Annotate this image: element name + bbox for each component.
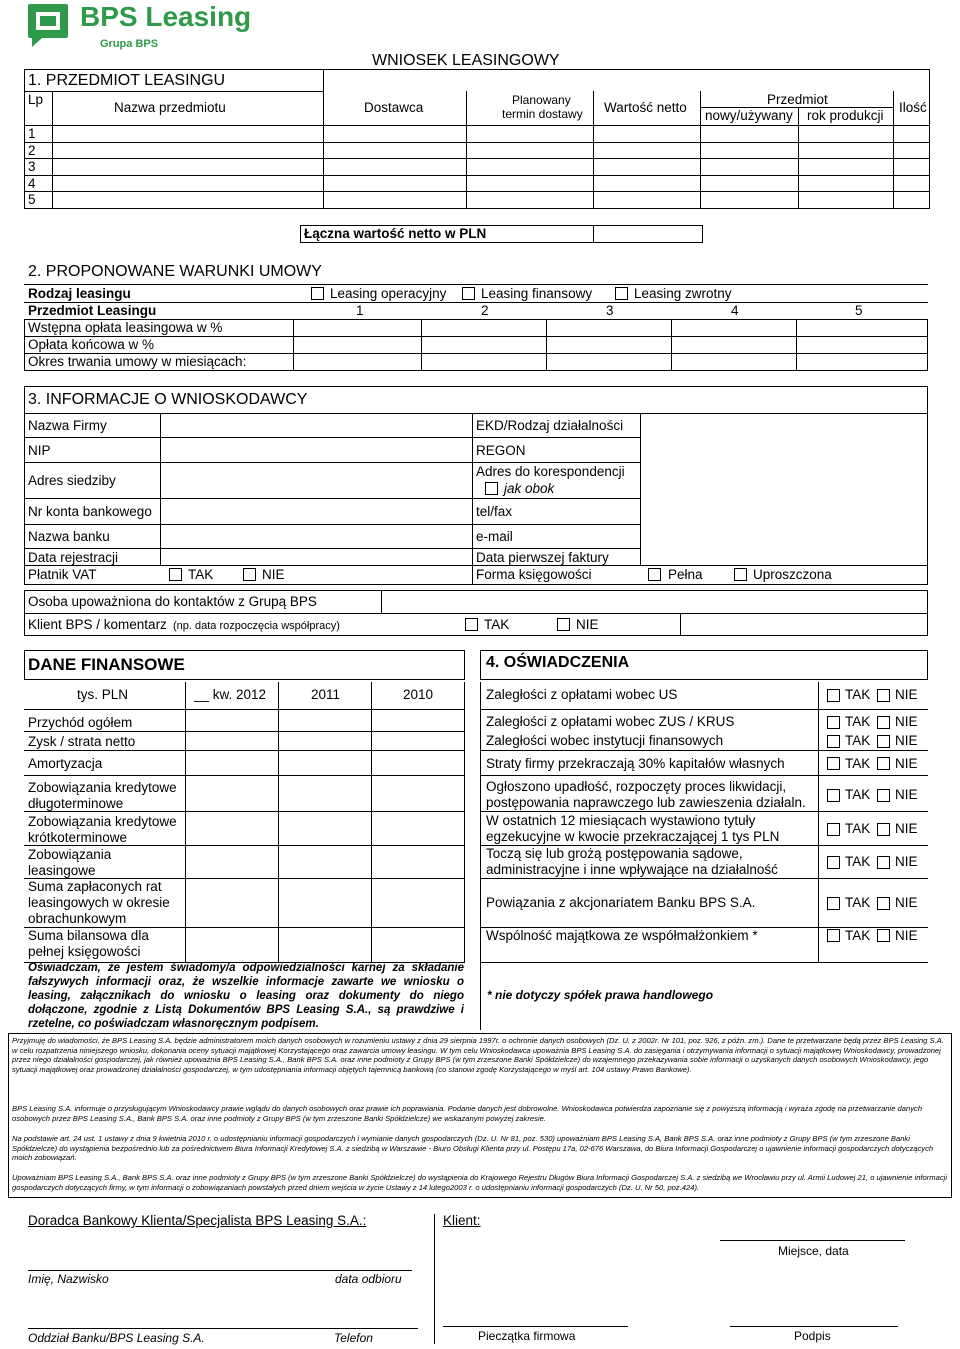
us-yes-checkbox[interactable] [827, 689, 840, 702]
contract-period-label: Okres trwania umowy w miesiącach: [28, 354, 247, 369]
bankruptcy-yes-checkbox[interactable] [827, 789, 840, 802]
lease-return-label: Leasing zwrotny [634, 286, 732, 301]
statement-financial-label: Zaległości wobec instytucji finansowych [486, 733, 724, 748]
brand-name: BPS Leasing [80, 1, 252, 32]
statement-zus-label: Zaległości z opłatami wobec ZUS / KRUS [486, 714, 735, 729]
phone-label: Telefon [334, 1331, 373, 1345]
statement-bankruptcy-label-2: postępowania naprawczego lub zawieszenia działaln. [486, 795, 806, 810]
legal-paragraph-2: BPS Leasing S.A. informuje o przysługującym Wnioskodawcy prawie wglądu do danych osobowych oraz prawie ich poprawiania. Podanie danych jest dobrowolne. Wnioskodawca potwierdza zapoznanie się z powyższą informacją i wyraża zgodę na przetwarzanie danych osobowych przez BPS Leasing S.A., Bank BPS S.A. oraz inne podmioty z Grupy BPS (w tym zrzeszone Banki Spółdzielcze) we wskazanym powyżej zakresie. [12, 1104, 923, 1123]
financial-no-checkbox[interactable] [877, 735, 890, 748]
court-yes-checkbox[interactable] [827, 856, 840, 869]
col-year: rok produkcji [807, 108, 884, 123]
client-no-checkbox[interactable] [557, 618, 570, 631]
lease-operating-label: Leasing operacyjny [330, 286, 447, 301]
row-number: 1 [28, 126, 36, 141]
object-col: 3 [606, 303, 614, 318]
object-col: 2 [481, 303, 489, 318]
shareholding-no-label: NIE [895, 895, 918, 910]
bankruptcy-yes-label: TAK [845, 787, 871, 802]
ekd-label: EKD/Rodzaj działalności [476, 418, 624, 433]
col-qty: Ilość [899, 100, 927, 115]
zus-no-label: NIE [895, 714, 918, 729]
losses-yes-label: TAK [845, 756, 871, 771]
lease-operating-checkbox[interactable] [311, 287, 324, 300]
section-3-title: 3. INFORMACJE O WNIOSKODAWCY [28, 391, 308, 408]
branch-label: Oddział Banku/BPS Leasing S.A. [28, 1331, 205, 1345]
as-above-label: jak obok [504, 481, 555, 496]
client-label: Klient: [443, 1213, 481, 1228]
accounting-simple-label: Uproszczona [753, 567, 832, 582]
object-col: 1 [356, 303, 364, 318]
initial-fee-label: Wstępna opłata leasingowa w % [28, 320, 223, 335]
statement-enforcement-label-2: egzekucyjne w kwocie przekraczającej 1 tys PLN [486, 829, 780, 844]
final-fee-label: Opłata końcowa w % [28, 337, 155, 352]
section-1-table [24, 69, 930, 209]
name-label: Imię, Nazwisko [28, 1272, 109, 1286]
registration-date-label: Data rejestracji [28, 550, 119, 565]
row-number: 3 [28, 159, 36, 174]
financial-title: DANE FINANSOWE [28, 655, 185, 674]
financial-yes-checkbox[interactable] [827, 735, 840, 748]
company-name-label: Nazwa Firmy [28, 418, 107, 433]
client-yes-checkbox[interactable] [465, 618, 478, 631]
quarter-2012-label: __ kw. 2012 [194, 687, 267, 702]
advisor-label: Doradca Bankowy Klienta/Specjalista BPS Leasing S.A.: [28, 1213, 367, 1228]
collect-date-label: data odbioru [335, 1272, 402, 1286]
lease-financial-label: Leasing finansowy [481, 286, 593, 301]
accounting-full-checkbox[interactable] [648, 568, 661, 581]
client-no-label: NIE [576, 617, 599, 632]
phone-fax-label: tel/fax [476, 504, 513, 519]
losses-no-checkbox[interactable] [877, 757, 890, 770]
client-bps-label: Klient BPS / komentarz [28, 617, 167, 632]
legal-paragraph-1: Przyjmuję do wiadomości, że BPS Leasing S.A. będzie administratorem moich danych osobowych w rozumieniu ustawy z dnia 29 sierpnia 1997r. o ochronie danych osobowych (Dz. U. z 2002r. Nr 101, poz. 926, z późn. zm.). Dane te przetwarzane będą przez BPS Leasing S.A. w celu rozpatrzenia niniejszego wniosku, dokonania oceny sytuacji majątkowej Korzystającego oraz zawarcia umowy leasingu. W tym celu Wnioskodawca upoważnia BPS Leasing S.A. do zasięgania i otrzymywania informacji o sytuacji majątkowej Wnioskodawcy, prowadzonej przez niego działalności gospodarczej, jak również upoważnia BPS Leasing S.A., Bank BPS S.A. oraz inne podmioty z Grupy BPS (w tym zrzeszone Banki Spółdzielcze) do wzajemnego przekazywania sobie informacji o uzyskanych danych osobowych Wnioskodawcy, jego sytuacji majątkowej oraz prowadzonej działalności gospodarczej, w tym udostępniania informacji objętych tajemnicą bankową (co stanowi zgodę Korzystającego w myśl art. 104 ustawy Prawo Bankowe). [12, 1036, 944, 1074]
us-yes-label: TAK [845, 687, 871, 702]
lease-type-label: Rodzaj leasingu [28, 286, 131, 301]
object-col: 5 [855, 303, 863, 318]
correspondence-address-label: Adres do korespondencji [476, 464, 625, 479]
zus-no-checkbox[interactable] [877, 716, 890, 729]
leasing-liabilities-label-2: leasingowe [28, 863, 96, 878]
nip-label: NIP [28, 443, 51, 458]
lease-return-checkbox[interactable] [615, 287, 628, 300]
email-label: e-mail [476, 529, 513, 544]
statement-court-label-1: Toczą się lub grożą postępowania sądowe, [486, 846, 743, 861]
vat-yes-checkbox[interactable] [169, 568, 182, 581]
col-date-2: termin dostawy [502, 107, 583, 121]
col-state: nowy/używany [705, 108, 793, 123]
depreciation-label: Amortyzacja [28, 756, 103, 771]
leasing-liabilities-label-1: Zobowiązania [28, 847, 112, 862]
as-above-checkbox[interactable] [485, 482, 498, 495]
total-value-label: Łączna wartość netto w PLN [304, 226, 487, 241]
declaration-text: Oświadczam, że jestem świadomy/a odpowiedzialności karnej za składanie fałszywych informacji oraz, że wszelkie informacje zawarte we wniosku o leasing, załącznikach do wniosku o leasing oraz dokumenty do niego dołączone, zgodnie z Listą Dokumentów BPS Leasing S.A., są prawdziwe i rzetelne, co poświadczam własnoręcznym podpisem. [28, 962, 464, 1030]
short-term-credit-label-2: krótkoterminowe [28, 830, 128, 845]
enforcement-yes-checkbox[interactable] [827, 823, 840, 836]
col-supplier: Dostawca [364, 100, 424, 115]
shareholding-yes-checkbox[interactable] [827, 897, 840, 910]
year-2010-label: 2010 [403, 687, 434, 702]
col-value: Wartość netto [604, 100, 687, 115]
stamp-label: Pieczątka firmowa [478, 1329, 576, 1343]
joint-property-no-checkbox[interactable] [877, 929, 890, 942]
object-col: 4 [731, 303, 739, 318]
court-no-label: NIE [895, 854, 918, 869]
client-yes-label: TAK [484, 617, 510, 632]
bankruptcy-no-label: NIE [895, 787, 918, 802]
us-no-label: NIE [895, 687, 918, 702]
enforcement-no-label: NIE [895, 821, 918, 836]
brand-sub: Grupa BPS [100, 38, 159, 50]
address-label: Adres siedziby [28, 473, 116, 488]
place-date-label: Miejsce, data [778, 1244, 849, 1258]
enforcement-no-checkbox[interactable] [877, 823, 890, 836]
footnote: * nie dotyczy spółek prawa handlowego [487, 988, 714, 1002]
accounting-simple-checkbox[interactable] [734, 568, 747, 581]
vat-payer-label: Płatnik VAT [28, 567, 97, 582]
court-no-checkbox[interactable] [877, 856, 890, 869]
signature-label: Podpis [794, 1329, 831, 1343]
row-number: 4 [28, 176, 36, 191]
financial-no-label: NIE [895, 733, 918, 748]
bankruptcy-no-checkbox[interactable] [877, 789, 890, 802]
statement-losses-label: Straty firmy przekraczają 30% kapitałów własnych [486, 756, 785, 771]
financial-yes-label: TAK [845, 733, 871, 748]
paid-installments-label-3: obrachunkowym [28, 911, 127, 926]
regon-label: REGON [476, 443, 526, 458]
revenue-label: Przychód ogółem [28, 715, 133, 730]
long-term-credit-label-1: Zobowiązania kredytowe [28, 780, 177, 795]
logo-icon [26, 2, 70, 48]
accounting-full-label: Pełna [668, 567, 703, 582]
us-no-checkbox[interactable] [877, 689, 890, 702]
section-2-title: 2. PROPONOWANE WARUNKI UMOWY [28, 263, 322, 280]
statements-title: 4. OŚWIADCZENIA [486, 654, 630, 671]
balance-sum-label-1: Suma bilansowa dla [28, 928, 149, 943]
statement-joint-property-label: Wspólność majątkowa ze współmałżonkiem * [486, 928, 758, 943]
paid-installments-label-1: Suma zapłaconych rat [28, 879, 162, 894]
col-lp: Lp [28, 92, 44, 107]
row-number: 5 [28, 192, 36, 207]
statement-shareholding-label: Powiązania z akcjonariatem Banku BPS S.A. [486, 895, 756, 910]
legal-paragraph-3: Na podstawie art. 24 ust. 1 ustawy z dnia 9 kwietnia 2010 r. o udostępnianiu informacji gospodarczych i wymianie danych gospodarczych (Dz. U. Nr 81, poz. 530) upoważniam BPS Leasing S.A, Bank BPS S.A. oraz inne podmioty z Grupy BPS (w tym zrzeszone Banki Spółdzielcze) do wystąpienia bezpośrednio lub za pośrednictwem Biura Informacji Kredytowej S.A. z siedzibą w Warszawie - Biuro Obsługi Klienta przy ul. Postępu 17a, 02-676 Warszawa, do Biura Informacji Gospodarczej o ujawnienie informacji gospodarczych dotyczących moich zobowiązań. [12, 1134, 934, 1163]
first-invoice-date-label: Data pierwszej faktury [476, 550, 609, 565]
joint-property-yes-checkbox[interactable] [827, 929, 840, 942]
legal-paragraph-4: Upoważniam BPS Leasing S.A., Bank BPS S.A. oraz inne podmioty z Grupy BPS (w tym zrzeszone Banki Spółdzielcze) do wystąpienia do Krajowego Rejestru Długów Biura Informacji Gospodarczej S.A. z siedzibą we Wrocławiu przy ul. Armii Ludowej 21, o ujawnienie informacji gospodarczych dotyczących firmy, w tym informacji o zobowiązaniach powstałych przed dniem wejścia w życie Ustawy z 14 lutego2003 r. o udostępnianiu informacji gospodarczych (Dz. U. Nr 50, poz.424). [12, 1173, 948, 1192]
unit-label: tys. PLN [77, 687, 129, 702]
enforcement-yes-label: TAK [845, 821, 871, 836]
accounting-form-label: Forma księgowości [476, 567, 592, 582]
row-number: 2 [28, 143, 36, 158]
statement-court-label-2: administracyjne i inne wpływające na działalność [486, 862, 778, 877]
zus-yes-checkbox[interactable] [827, 716, 840, 729]
joint-property-yes-label: TAK [845, 928, 871, 943]
logo [26, 2, 276, 52]
shareholding-no-checkbox[interactable] [877, 897, 890, 910]
long-term-credit-label-2: długoterminowe [28, 796, 124, 811]
client-bps-note: (np. data rozpoczęcia współpracy) [173, 620, 340, 632]
bank-account-label: Nr konta bankowego [28, 504, 152, 519]
statement-enforcement-label-1: W ostatnich 12 miesiącach wystawiono tytuły [486, 813, 756, 828]
contact-person-label: Osoba upoważniona do kontaktów z Grupą BPS [28, 594, 317, 609]
statement-bankruptcy-label-1: Ogłoszono upadłość, rozpoczęty proces likwidacji, [486, 779, 787, 794]
col-item: Przedmiot [767, 92, 828, 107]
losses-yes-checkbox[interactable] [827, 757, 840, 770]
lease-financial-checkbox[interactable] [462, 287, 475, 300]
vat-yes-label: TAK [188, 567, 214, 582]
year-2011-label: 2011 [311, 687, 341, 702]
net-profit-label: Zysk / strata netto [28, 734, 136, 749]
bank-name-label: Nazwa banku [28, 529, 110, 544]
vat-no-checkbox[interactable] [243, 568, 256, 581]
zus-yes-label: TAK [845, 714, 871, 729]
court-yes-label: TAK [845, 854, 871, 869]
form-title: WNIOSEK LEASINGOWY [372, 52, 560, 69]
losses-no-label: NIE [895, 756, 918, 771]
paid-installments-label-2: leasingowych w okresie [28, 895, 170, 910]
col-date-1: Planowany [512, 93, 571, 107]
shareholding-yes-label: TAK [845, 895, 871, 910]
col-name: Nazwa przedmiotu [114, 100, 226, 115]
section-1-title: 1. PRZEDMIOT LEASINGU [28, 72, 226, 89]
lease-object-label: Przedmiot Leasingu [28, 303, 157, 318]
statement-us-label: Zaległości z opłatami wobec US [486, 687, 678, 702]
balance-sum-label-2: pełnej księgowości [28, 944, 141, 959]
short-term-credit-label-1: Zobowiązania kredytowe [28, 814, 177, 829]
joint-property-no-label: NIE [895, 928, 918, 943]
vat-no-label: NIE [262, 567, 285, 582]
